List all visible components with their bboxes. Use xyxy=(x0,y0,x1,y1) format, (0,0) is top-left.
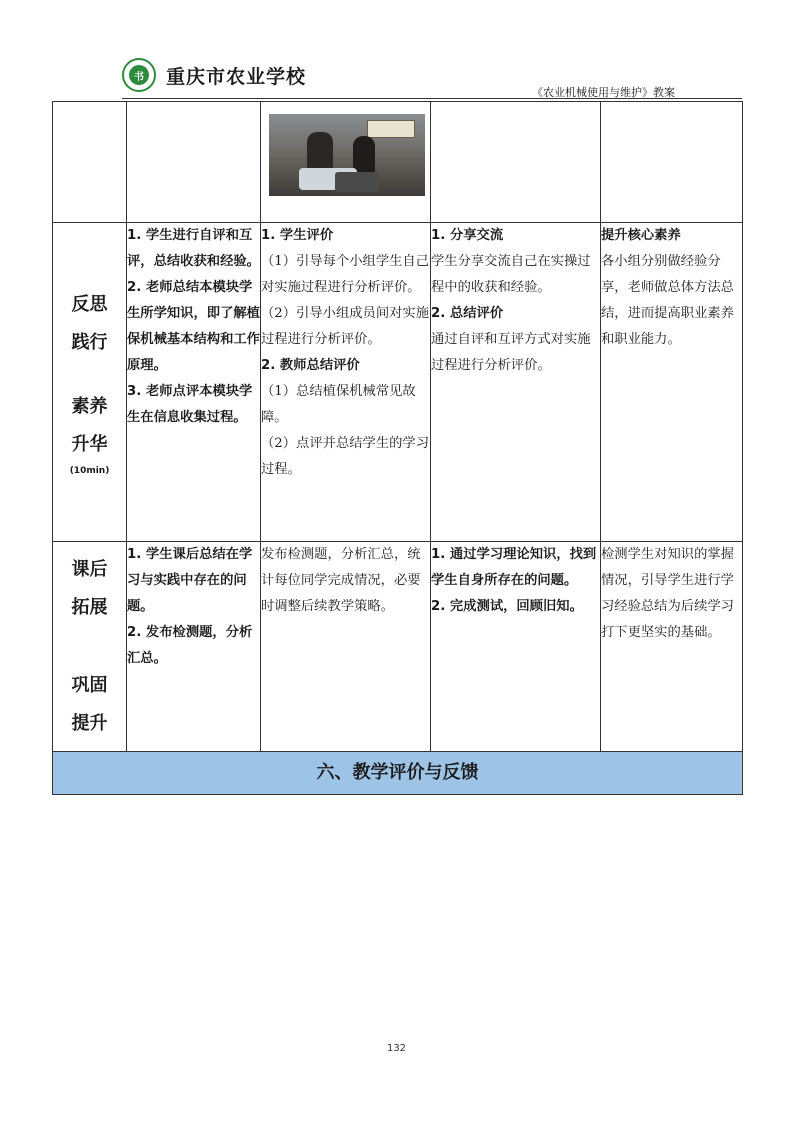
cell-paragraph: 通过自评和互评方式对实施过程进行分析评价。 xyxy=(431,332,591,373)
teacher-activity-cell xyxy=(127,223,261,542)
logo-emblem: 书 xyxy=(129,65,149,85)
cell-paragraph: （1）总结植保机械常见故障。 xyxy=(261,384,416,425)
activity-item: 1. 学生进行自评和互评，总结收获和经验。 xyxy=(127,228,260,269)
cell-paragraph: 各小组分别做经验分享，老师做总体方法总结，进而提高职业素养和职业能力。 xyxy=(601,254,734,347)
photo-cell xyxy=(261,102,431,223)
design-intent-cell xyxy=(601,223,743,542)
cell-empty xyxy=(601,102,743,223)
cell-paragraph: 学生分享交流自己在实操过程中的收获和经验。 xyxy=(431,254,591,295)
school-name: 重庆市农业学校 xyxy=(166,66,307,88)
section-header: 六、教学评价与反馈 xyxy=(53,752,743,795)
cell-paragraph: （2）引导小组成员间对实施过程进行分析评价。 xyxy=(261,306,430,347)
activity-item: 3. 老师点评本模块学生在信息收集过程。 xyxy=(127,384,253,425)
cell-paragraph: （2）点评并总结学生的学习过程。 xyxy=(261,436,430,477)
table-row-section xyxy=(53,752,743,795)
page-header xyxy=(122,56,742,100)
table-row-reflect xyxy=(53,223,743,542)
stage-line: 反思 xyxy=(71,294,108,315)
student-activity-cell xyxy=(431,542,601,752)
photo-machine xyxy=(335,172,379,192)
stage-line: 素养 xyxy=(71,396,108,417)
course-title: 《农业机械使用与维护》教案 xyxy=(532,86,675,99)
cell-heading: 1. 分享交流 xyxy=(431,228,504,243)
stage-line: 升华 xyxy=(71,434,108,455)
activity-item: 1. 学生课后总结在学习与实践中存在的问题。 xyxy=(127,547,253,614)
activity-item: 2. 完成测试，回顾旧知。 xyxy=(431,599,583,614)
activity-item: 2. 发布检测题，分析汇总。 xyxy=(127,625,253,666)
lesson-plan-table xyxy=(52,101,743,795)
cell-empty xyxy=(431,102,601,223)
cell-paragraph: 发布检测题，分析汇总，统计每位同学完成情况，必要时调整后续教学策略。 xyxy=(261,547,421,614)
stage-minutes: (10min) xyxy=(69,466,110,476)
stage-after-class xyxy=(53,542,127,752)
evaluation-cell xyxy=(261,542,431,752)
cell-heading: 提升核心素养 xyxy=(601,228,681,243)
teacher-activity-cell xyxy=(127,542,261,752)
school-logo xyxy=(122,58,156,92)
stage-line: 拓展 xyxy=(71,596,108,618)
classroom-photo xyxy=(269,114,425,196)
stage-cell-empty xyxy=(53,102,127,223)
evaluation-cell xyxy=(261,223,431,542)
stage-line: 践行 xyxy=(71,332,108,353)
stage-line: 课后 xyxy=(71,558,108,580)
cell-paragraph: 检测学生对知识的掌握情况，引导学生进行学习经验总结为后续学习打下更坚实的基础。 xyxy=(601,547,734,640)
cell-heading: 2. 教师总结评价 xyxy=(261,358,360,373)
cell-heading: 1. 学生评价 xyxy=(261,228,334,243)
cell-paragraph: （1）引导每个小组学生自己对实施过程进行分析评价。 xyxy=(261,254,430,295)
design-intent-cell xyxy=(601,542,743,752)
stage-line: 提升 xyxy=(71,712,108,734)
cell-empty xyxy=(127,102,261,223)
header-rule xyxy=(122,98,742,99)
activity-item: 1. 通过学习理论知识，找到学生自身所存在的问题。 xyxy=(431,547,597,588)
stage-line: 巩固 xyxy=(71,674,108,696)
student-activity-cell xyxy=(431,223,601,542)
activity-item: 2. 老师总结本模块学生所学知识，即了解植保机械基本结构和工作原理。 xyxy=(127,280,260,373)
stage-reflect xyxy=(53,223,127,542)
page-number: 132 xyxy=(386,1043,407,1054)
table-row-photo xyxy=(53,102,743,223)
table-row-after-class xyxy=(53,542,743,752)
photo-sign xyxy=(367,120,415,138)
cell-heading: 2. 总结评价 xyxy=(431,306,504,321)
